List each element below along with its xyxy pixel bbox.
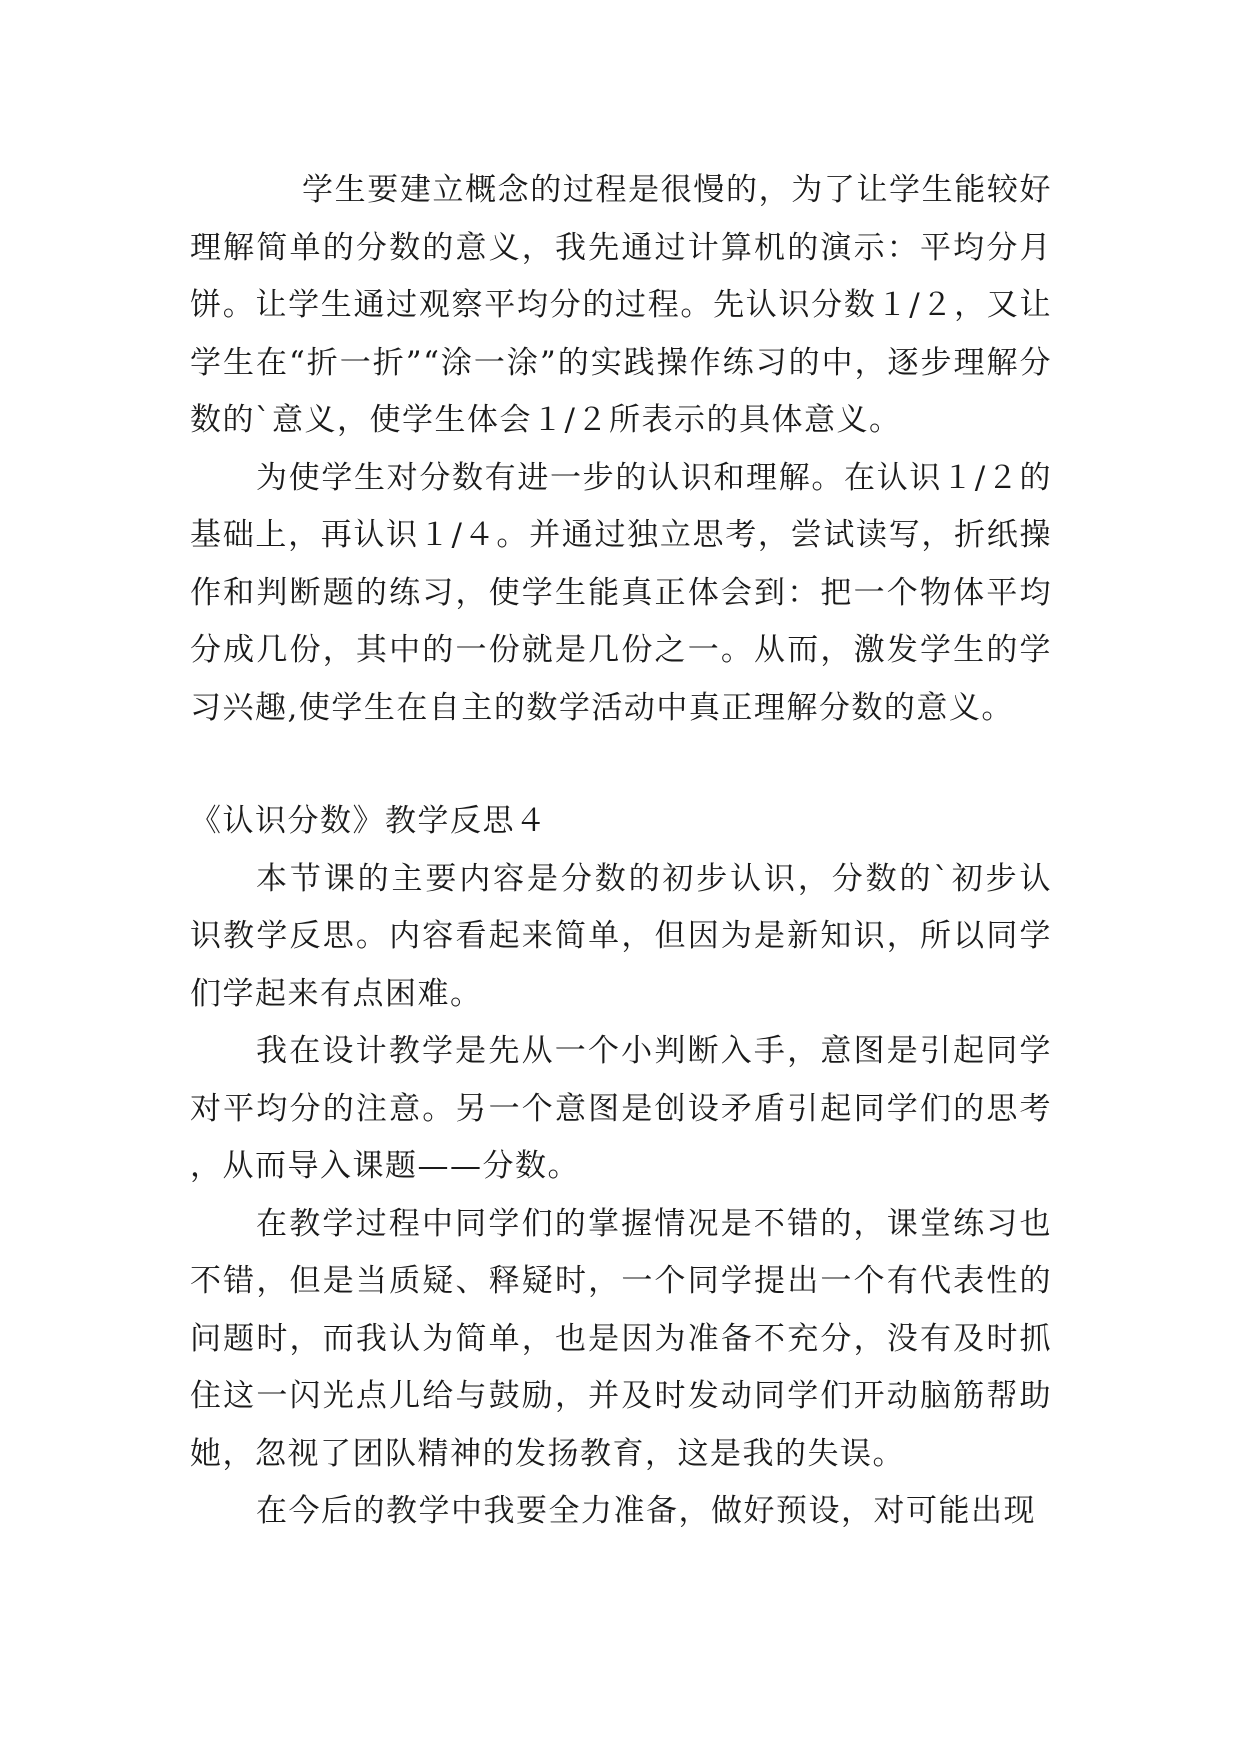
paragraph-future-plan: 在今后的教学中我要全力准备，做好预设，对可能出现: [256, 1493, 1036, 1529]
paragraph-concept-building: 学生要建立概念的过程是很慢的，为了让学生能较好理解简单的分数的意义，我先通过计算机的演示：平均分月饼。让学生通过观察平均分的过程。先认识分数１/２，又让学生在“折一折”“涂一涂”的实践操作练习的中，逐步理解分数的`意义，使学生体会１/２所表示的具体意义。: [190, 172, 1052, 438]
paragraph-teaching-process: 在教学过程中同学们的掌握情况是不错的，课堂练习也不错，但是当质疑、释疑时，一个同学提出一个有代表性的问题时，而我认为简单，也是因为准备不充分，没有及时抓住这一闪光点儿给与鼓励，并及时发动同学们开动脑筋帮助她，忽视了团队精神的发扬教育，这是我的失误。: [190, 1205, 1052, 1472]
document-body: [190, 162, 1052, 1541]
paragraph-further-understanding: 为使学生对分数有进一步的认识和理解。在认识１/２的基础上，再认识１/４。并通过独立思考，尝试读写，折纸操作和判断题的练习，使学生能真正体会到：把一个物体平均分成几份，其中的一份就是几份之一。从而，激发学生的学习兴趣,使学生在自主的数学活动中真正理解分数的意义。: [190, 459, 1052, 726]
section-heading: 《认识分数》教学反思４: [190, 803, 548, 839]
paragraph-lesson-design: 我在设计教学是先从一个小判断入手，意图是引起同学对平均分的注意。另一个意图是创设矛盾引起同学们的思考，从而导入课题——分数。: [190, 1033, 1052, 1184]
paragraph-lesson-content: 本节课的主要内容是分数的初步认识，分数的`初步认识教学反思。内容看起来简单，但因为是新知识，所以同学们学起来有点困难。: [190, 860, 1052, 1012]
section-spacer: [190, 737, 1052, 793]
